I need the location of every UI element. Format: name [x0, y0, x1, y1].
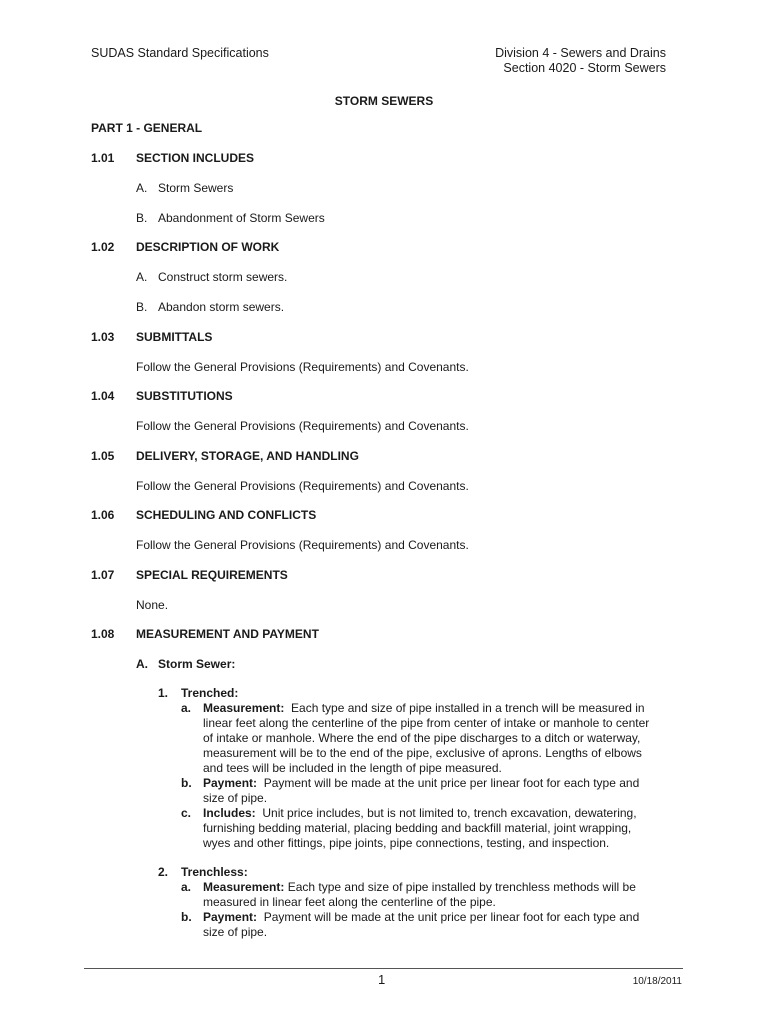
- item-1c-line-3: wyes and other fittings, pipe joints, pipe connections, testing, and inspection.: [203, 836, 610, 850]
- section-105-text: Follow the General Provisions (Requirements) and Covenants.: [136, 479, 469, 493]
- section-103-text: Follow the General Provisions (Requirements) and Covenants.: [136, 360, 469, 374]
- section-107-text: None.: [136, 598, 169, 612]
- item-1a-line-2: linear feet along the centerline of the pipe from center of intake or manhole to center: [203, 716, 650, 730]
- header-division: Division 4 - Sewers and Drains: [495, 46, 666, 60]
- item-2a-line-2: measured in linear feet along the centerline of the pipe.: [203, 895, 496, 909]
- item-1c-line-2: furnishing bedding material, placing bedding and backfill material, joint wrapping,: [203, 821, 632, 835]
- item-1-title: Trenched:: [181, 686, 239, 700]
- section-101-b-text: Abandonment of Storm Sewers: [158, 211, 325, 225]
- item-2a-line-1: Each type and size of pipe installed by trenchless methods will be: [287, 880, 636, 894]
- item-2-number: 2.: [158, 865, 169, 879]
- header-document-title: SUDAS Standard Specifications: [91, 46, 269, 60]
- item-2b-label: b.: [181, 910, 192, 924]
- section-105-number: 1.05: [91, 449, 115, 463]
- item-1a-label: a.: [181, 701, 192, 715]
- item-1c-label: c.: [181, 806, 192, 820]
- item-1a-heading: Measurement:: [203, 701, 285, 715]
- section-102-b-text: Abandon storm sewers.: [158, 300, 285, 314]
- section-104-number: 1.04: [91, 389, 115, 403]
- section-101-b-label: B.: [136, 211, 148, 225]
- section-102-b-label: B.: [136, 300, 148, 314]
- page-title: STORM SEWERS: [334, 94, 434, 108]
- item-1c-text: [203, 806, 637, 851]
- item-2b-line-2: size of pipe.: [203, 925, 268, 939]
- item-1a-line-1: Each type and size of pipe installed in a trench will be measured in: [291, 701, 645, 715]
- section-106-text: Follow the General Provisions (Requirements) and Covenants.: [136, 538, 469, 552]
- section-106-number: 1.06: [91, 508, 115, 522]
- page-number: 1: [378, 972, 386, 987]
- item-1b-heading: Payment:: [203, 776, 258, 790]
- section-108-a-label: A.: [136, 657, 148, 671]
- item-2a-heading: Measurement:: [203, 880, 285, 894]
- item-2a-label: a.: [181, 880, 192, 894]
- footer-date: 10/18/2011: [632, 976, 682, 987]
- item-1a-line-3: of intake or manhole. Where the end of the pipe discharges to a ditch or waterway,: [203, 731, 641, 745]
- section-104-text: Follow the General Provisions (Requirements) and Covenants.: [136, 419, 469, 433]
- section-102-number: 1.02: [91, 240, 115, 254]
- item-1b-text: [203, 776, 639, 806]
- section-108-number: 1.08: [91, 627, 115, 641]
- section-107-number: 1.07: [91, 568, 115, 582]
- part-heading: PART 1 - GENERAL: [91, 121, 203, 135]
- footer-divider: [84, 968, 683, 969]
- item-1c-line-1: Unit price includes, but is not limited to, trench excavation, dewatering,: [262, 806, 637, 820]
- section-102-title: DESCRIPTION OF WORK: [136, 240, 280, 254]
- section-108-a-title: Storm Sewer:: [158, 657, 236, 671]
- item-2-title: Trenchless:: [181, 865, 248, 879]
- item-1c-heading: Includes:: [203, 806, 256, 820]
- item-2b-text: [203, 910, 639, 940]
- section-102-a-label: A.: [136, 270, 148, 284]
- section-108-title: MEASUREMENT AND PAYMENT: [136, 627, 319, 641]
- item-1a-line-5: and tees will be included in the length of pipe measured.: [203, 761, 502, 775]
- section-107-title: SPECIAL REQUIREMENTS: [136, 568, 288, 582]
- section-104-title: SUBSTITUTIONS: [136, 389, 233, 403]
- section-106-title: SCHEDULING AND CONFLICTS: [136, 508, 317, 522]
- item-2b-line-1: Payment will be made at the unit price per linear foot for each type and: [263, 910, 640, 924]
- item-1b-line-1: Payment will be made at the unit price per linear foot for each type and: [263, 776, 640, 790]
- section-105-title: DELIVERY, STORAGE, AND HANDLING: [136, 449, 359, 463]
- section-101-a-text: Storm Sewers: [158, 181, 234, 195]
- section-103-title: SUBMITTALS: [136, 330, 213, 344]
- section-102-a-text: Construct storm sewers.: [158, 270, 288, 284]
- header-section: Section 4020 - Storm Sewers: [503, 61, 666, 75]
- item-1b-line-2: size of pipe.: [203, 791, 268, 805]
- section-101-title: SECTION INCLUDES: [136, 151, 255, 165]
- item-1a-text: [203, 701, 649, 776]
- section-103-number: 1.03: [91, 330, 115, 344]
- item-2a-text: [203, 880, 636, 910]
- item-1b-label: b.: [181, 776, 192, 790]
- section-101-number: 1.01: [91, 151, 115, 165]
- item-1a-line-4: measurement will be to the end of the pipe, exclusive of aprons. Lengths of elbows: [203, 746, 642, 760]
- item-2b-heading: Payment:: [203, 910, 258, 924]
- item-1-number: 1.: [158, 686, 169, 700]
- section-101-a-label: A.: [136, 181, 148, 195]
